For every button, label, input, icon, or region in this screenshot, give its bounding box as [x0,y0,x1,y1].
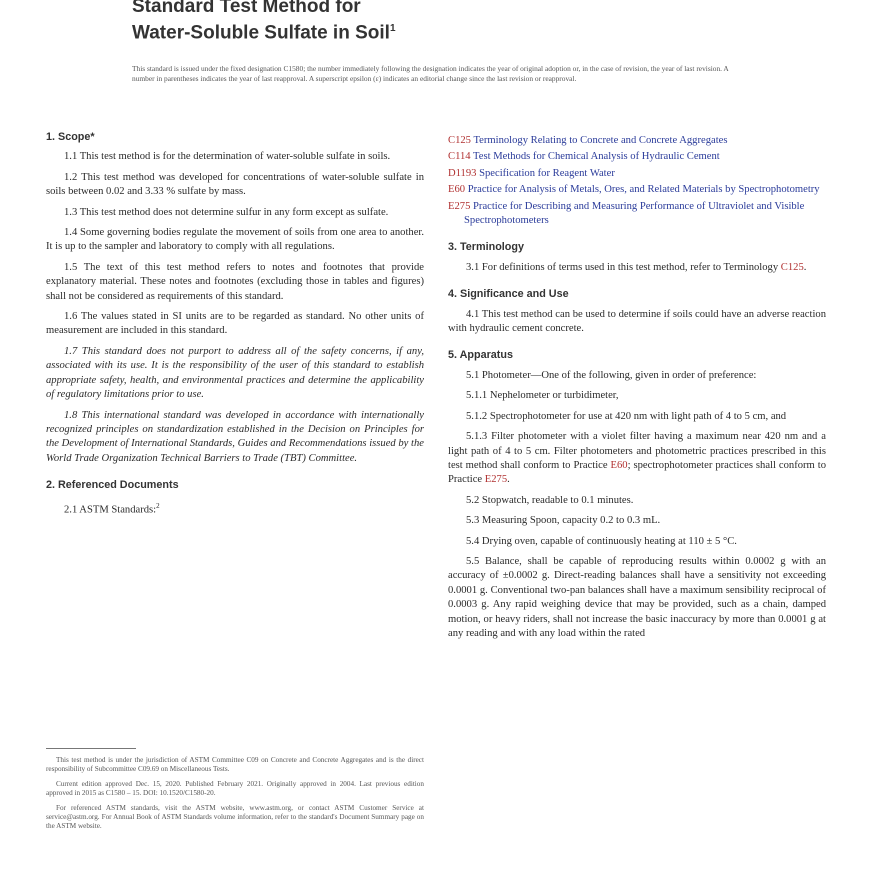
designation-notice: This standard is issued under the fixed designation C1580; the number immediately following the designation indicates the year of original adoption or, in the case of revision, the year of last revision. A number in parentheses indicates the year of last reapproval. A superscript epsilon (ε) indicates an editorial change since the last revision or reapproval. [132,64,729,83]
scope-1-6: 1.6 The values stated in SI units are to be regarded as standard. No other units of measurement are included in this standard. [46,311,424,337]
terminology-3-1: 3.1 For definitions of terms used in this test method, refer to Terminology C125. [466,261,807,273]
title-footnote-mark: 1 [389,23,396,34]
section-referenced-documents [46,478,424,517]
footnote-divider [46,748,136,749]
left-column [46,130,424,529]
apparatus-5-3: 5.3 Measuring Spoon, capacity 0.2 to 0.3 mL. [466,515,661,527]
referenced-heading: 2. Referenced Documents [46,479,179,492]
link-c125[interactable]: C125 [780,261,804,273]
link-e60[interactable]: E60 [610,459,628,471]
scope-1-4: 1.4 Some governing bodies regulate the movement of soils from one area to another. It is up to the sampler and laboratory to comply with all regulations. [46,227,424,253]
title-line-2: Water-Soluble Sulfate in Soil$^1$ [132,22,396,44]
footnote-1b: Current edition approved Dec. 15, 2020. Published February 2021. Originally approved in 2004. Last previous edition approved in 2015 as C1580 – 15. DOI: 10.1520/C1580-20. [46,779,424,798]
reference-item-4[interactable]: E275 Practice for Describing and Measuring Performance of Ultraviolet and Visible Spectrophotometers [448,200,805,227]
reference-list [448,134,826,228]
section-terminology [448,240,826,275]
scope-1-8: 1.8 This international standard was developed in accordance with internationally recognized principles on standardization established in the Decision on Principles for the Development of International Standards, Guides and Recommendations issued by the World Trade Organization Technical Barriers to Trade (TBT) Committee. [46,409,424,464]
reference-item-2[interactable]: D1193 Specification for Reagent Water [448,167,615,179]
footnote-1: This test method is under the jurisdiction of ASTM Committee C09 on Concrete and Concrete Aggregates and is the direct responsibility of Subcommittee C09.69 on Miscellaneous Tests. [46,756,424,774]
document-title [132,0,732,44]
right-column [448,134,826,653]
title-line-1: Standard Test Method for [132,0,361,17]
significance-4-1: 4.1 This test method can be used to determine if soils could have an adverse reaction with hydraulic cement concrete. [448,308,826,335]
scope-1-3: 1.3 This test method does not determine sulfur in any form except as sulfate. [64,206,389,218]
apparatus-5-1-1: 5.1.1 Nephelometer or turbidimeter, [466,390,619,402]
significance-heading: 4. Significance and Use [448,288,569,301]
apparatus-5-1-2: 5.1.2 Spectrophotometer for use at 420 nm with light path of 4 to 5 cm, and [466,410,787,422]
apparatus-5-5: 5.5 Balance, shall be capable of reproducing results within 0.0002 g with an accuracy of ±0.0002 g. Direct-reading balances shall have a sensitivity not exceeding 0.0001 g. Conventional two-pan balances shall have a maximum sensibility reciprocal of 0.0003 g. Any rapid weighing device that may be provided, such as a chain, damped motion, or heavy riders, shall not increase the basic inaccuracy by more than 0.0001 g at any reading and with any load within the rated [448,555,826,639]
apparatus-5-4: 5.4 Drying oven, capable of continuously heating at 110 ± 5 °C. [466,535,737,547]
apparatus-heading: 5. Apparatus [448,349,513,362]
link-e275[interactable]: E275 [484,474,508,486]
apparatus-5-2: 5.2 Stopwatch, readable to 0.1 minutes. [466,494,634,506]
reference-item-0[interactable]: C125 Terminology Relating to Concrete and Concrete Aggregates [448,135,728,146]
reference-item-3[interactable]: E60 Practice for Analysis of Metals, Ores, and Related Materials by Spectrophotometry [448,184,820,196]
section-apparatus [448,348,826,641]
apparatus-5-1-3: 5.1.3 Filter photometer with a violet filter having a maximum near 420 nm and a light path of 4 to 5 cm. Filter photometers and photometric practices prescribed in this test method shall conform to Practice E60; spectrophotometer practices shall conform to Practice E275. [448,431,826,486]
section-scope [46,130,424,466]
scope-1-2: 1.2 This test method was developed for concentrations of water-soluble sulfate in soils between 0.02 and 3.33 % sulfate by mass. [46,171,424,198]
footnotes [46,756,424,837]
scope-heading: 1. Scope* [46,131,95,143]
section-significance [448,287,826,336]
apparatus-5-1: 5.1 Photometer—One of the following, given in order of preference: [466,369,757,381]
reference-item-1[interactable]: C114 Test Methods for Chemical Analysis of Hydraulic Cement [448,151,720,163]
referenced-2-1: 2.1 ASTM Standards:$^2$ [64,501,160,516]
scope-1-5: 1.5 The text of this test method refers to notes and footnotes that provide explanatory material. These notes and footnotes (excluding those in tables and figures) shall not be considered as requirements of this standard. [46,261,424,302]
footnote-2: For referenced ASTM standards, visit the ASTM website, www.astm.org, or contact ASTM Customer Service at service@astm.org. For Annual Book of ASTM Standards volume information, refer to the standard's Document Summary page on the ASTM website. [46,803,424,831]
scope-1-7: 1.7 This standard does not purport to address all of the safety concerns, if any, associated with its use. It is the responsibility of the user of this standard to establish appropriate safety, health, and environmental practices and determine the applicability of regulatory limitations prior to use. [46,345,424,401]
terminology-heading: 3. Terminology [448,241,524,254]
scope-1-1: 1.1 This test method is for the determination of water-soluble sulfate in soils. [64,151,391,163]
